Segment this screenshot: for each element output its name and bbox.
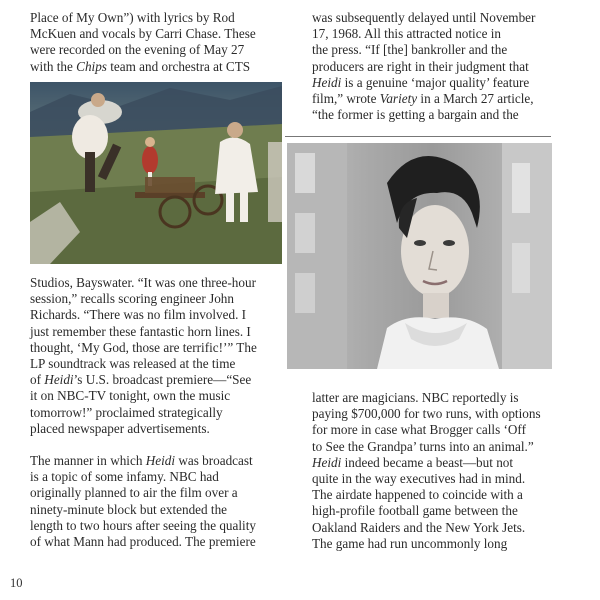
paragraph-gap	[30, 437, 292, 453]
text-line: is a topic of some infamy. NBC had	[30, 469, 219, 485]
text-line: latter are magicians. NBC reportedly is	[312, 390, 519, 405]
text-line	[312, 91, 574, 107]
text-fragment: film,” wrote	[312, 91, 380, 107]
italic-title: Heidi	[312, 454, 342, 470]
text-line: Place of My Own”) with lyrics by Rod	[30, 10, 235, 25]
text-line: paying $700,000 for two runs, with options	[312, 406, 541, 422]
italic-title: Heidi	[44, 372, 74, 388]
text-line: LP soundtrack was released at the time	[30, 356, 236, 372]
text-line: were recorded on the evening of May 27	[30, 42, 245, 58]
text-line: was subsequently delayed until November	[312, 10, 536, 25]
text-line: Richards. “There was no film involved. I	[30, 307, 247, 323]
actress-portrait-photo	[287, 143, 552, 369]
text-line: Oakland Raiders and the New York Jets.	[312, 519, 526, 535]
text-fragment: is a genuine ‘major quality’ feature	[341, 74, 530, 90]
text-line	[30, 59, 292, 75]
text-fragment: ’s U.S. broadcast premiere—“See	[73, 372, 252, 388]
text-line: placed newspaper advertisements.	[30, 420, 210, 436]
text-line: tomorrow!” proclaimed strategically	[30, 404, 223, 420]
text-line: to See the Grandpa’ turns into an animal.”	[312, 438, 534, 454]
text-line: session,” recalls scoring engineer John	[30, 291, 234, 307]
text-line	[312, 455, 574, 471]
text-line: the press. “If [the] bankroller and the	[312, 42, 508, 58]
text-line: for more in case what Brogger calls ‘Off	[312, 422, 526, 438]
text-line: The game had run uncommonly long	[312, 535, 508, 551]
text-fragment: team and orchestra at CTS	[106, 58, 251, 74]
heidi-meadow-photo	[30, 82, 282, 264]
text-line: McKuen and vocals by Carri Chase. These	[30, 26, 256, 42]
text-line: The airdate happened to coincide with a	[312, 487, 523, 503]
left-column-top-text	[30, 10, 292, 75]
text-line	[312, 75, 574, 91]
text-line: producers are right in their judgment that	[312, 58, 529, 74]
horizontal-rule	[285, 136, 551, 137]
text-line: Studios, Bayswater. “It was one three-hour	[30, 275, 256, 290]
text-line: quite in the way executives had in mind.	[312, 471, 526, 487]
text-fragment: with the	[30, 58, 77, 74]
text-line: 17, 1968. All this attracted notice in	[312, 26, 501, 42]
italic-title: Heidi	[145, 453, 176, 469]
text-fragment: of	[30, 372, 45, 388]
portrait-illustration	[287, 143, 552, 369]
text-line: length to two hours after seeing the quality	[30, 517, 256, 533]
text-line	[30, 453, 292, 469]
text-fragment: was broadcast	[175, 453, 253, 469]
text-line: it on NBC-TV tonight, own the music	[30, 388, 231, 404]
right-column-top-text	[312, 10, 574, 123]
text-line: “the former is getting a bargain and the	[312, 107, 519, 123]
italic-title: Variety	[379, 91, 418, 107]
meadow-scene-illustration	[30, 82, 282, 264]
text-fragment: indeed became a beast—but not	[341, 454, 514, 470]
page-number: 10	[10, 576, 23, 590]
text-line: thought, ‘My God, those are terrific!’” The	[30, 339, 257, 355]
text-line	[30, 372, 292, 388]
text-line: of what Mann had produced. The premiere	[30, 534, 256, 550]
italic-title: Chips	[76, 58, 107, 74]
text-line: just remember these fantastic horn lines. I	[30, 323, 251, 339]
text-line: originally planned to air the film over a	[30, 485, 238, 501]
italic-title: Heidi	[312, 74, 342, 90]
text-line: ninety-minute block but extended the	[30, 501, 228, 517]
right-column-bottom-text	[312, 390, 574, 552]
left-column-bottom-text	[30, 275, 292, 550]
text-line: high-profile football game between the	[312, 503, 518, 519]
text-fragment: in a March 27 article,	[417, 91, 534, 107]
text-fragment: The manner in which	[30, 453, 146, 469]
